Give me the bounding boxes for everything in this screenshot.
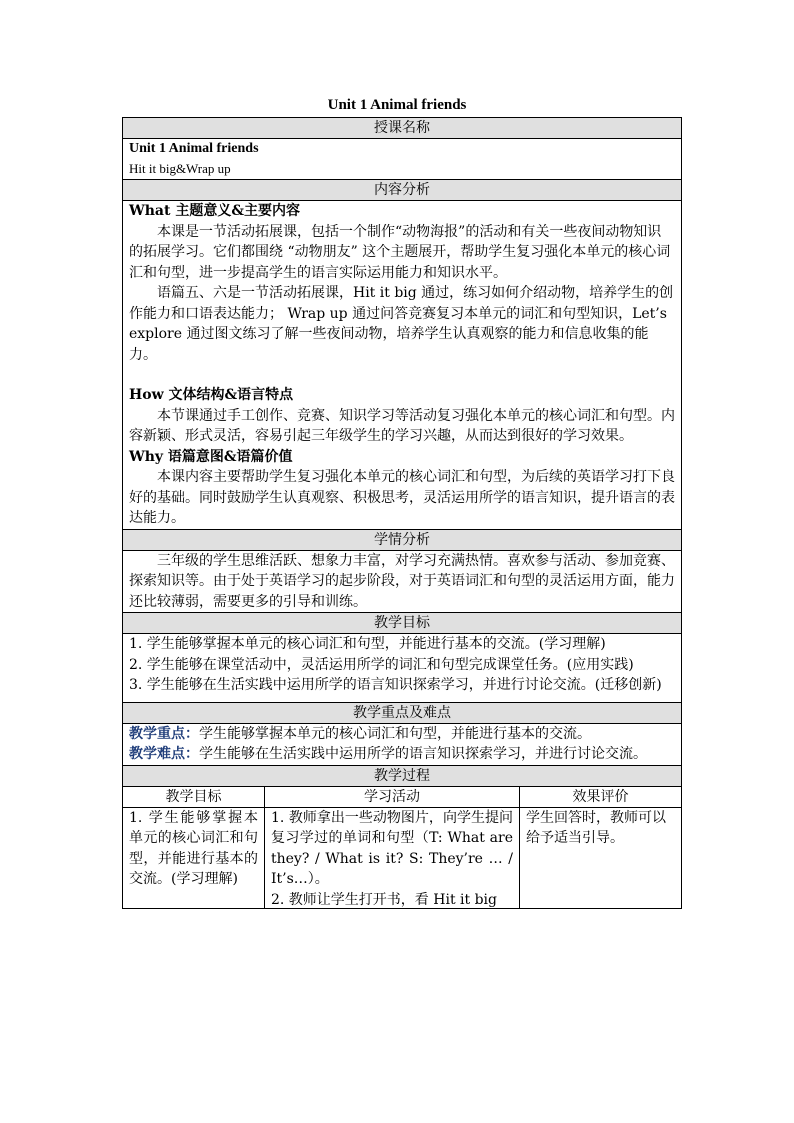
key-point-text: 学生能够掌握本单元的核心词汇和句型，并能进行基本的交流。	[199, 725, 591, 742]
difficult-point	[129, 744, 675, 765]
key-point-label: 教学重点：	[129, 725, 199, 742]
difficult-point-text: 学生能够在生活实践中运用所学的语言知识探索学习，并进行讨论交流。	[199, 746, 647, 762]
objective-item: 3. 学生能够在生活实践中运用所学的语言知识探索学习，并进行讨论交流。(迁移创新)	[129, 677, 662, 693]
how-heading: How 文体结构&语言特点	[129, 387, 294, 403]
section-header-learner: 学情分析	[123, 529, 682, 550]
column-header-goal: 教学目标	[123, 786, 265, 807]
why-paragraph: 本课内容主要帮助学生复习强化本单元的核心词汇和句型，为后续的英语学习打下良好的基础。同时鼓励学生认真观察、积极思考，灵活运用所学的语言知识，提升语言的表达能力。	[129, 469, 675, 526]
unit-name: Unit 1 Animal friends	[129, 141, 259, 156]
what-paragraph-1: 本课是一节活动拓展课，包括一个制作“动物海报”的活动和有关一些夜间动物知识的拓展学习。它们都围绕 “动物朋友” 这个主题展开，帮助学生复习强化本单元的核心词汇和句型，进一步提高学生的语言实际运用能力和知识水平。	[129, 223, 671, 281]
content-analysis-row	[123, 201, 682, 530]
course-name-row	[123, 139, 682, 180]
key-points-row	[123, 723, 682, 765]
section-header-key-points: 教学重点及难点	[123, 702, 682, 723]
section-header-content: 内容分析	[123, 180, 682, 201]
process-activity-1: 1. 教师拿出一些动物图片，向学生提问复习学过的单词和句型（T: What are they? / What is it? S: They’re … / It’s…）。	[271, 809, 513, 887]
how-paragraph: 本节课通过手工创作、竞赛、知识学习等活动复习强化本单元的核心词汇和句型。内容新颖、形式灵活，容易引起三年级学生的学习兴趣，从而达到很好的学习效果。	[129, 407, 675, 444]
process-row	[123, 807, 682, 908]
process-evaluation: 学生回答时，教师可以给予适当引导。	[526, 809, 666, 846]
document-title: Unit 1 Animal friends	[327, 97, 467, 113]
section-header-process: 教学过程	[123, 765, 682, 786]
section-header-course-name: 授课名称	[123, 118, 682, 139]
process-column-headers	[123, 786, 682, 807]
column-header-evaluation: 效果评价	[520, 786, 682, 807]
process-activity-2: 2. 教师让学生打开书，看 Hit it big	[271, 891, 497, 908]
lesson-name: Hit it big&Wrap up	[129, 161, 231, 176]
difficult-point-label: 教学难点：	[129, 746, 199, 762]
process-goal: 1. 学生能够掌握本单元的核心词汇和句型，并能进行基本的交流。(学习理解)	[129, 809, 258, 887]
column-header-activity: 学习活动	[265, 786, 520, 807]
objective-item: 2. 学生能够在课堂活动中，灵活运用所学的词汇和句型完成课堂任务。(应用实践)	[129, 656, 634, 673]
why-heading: Why 语篇意图&语篇价值	[129, 448, 293, 465]
what-heading: What 主题意义&主要内容	[129, 203, 300, 219]
key-point	[129, 724, 675, 745]
objectives-row	[123, 634, 682, 703]
section-header-objectives: 教学目标	[123, 613, 682, 634]
learner-analysis-row	[123, 550, 682, 613]
lesson-plan-table	[122, 117, 682, 909]
objective-item: 1. 学生能够掌握本单元的核心词汇和句型，并能进行基本的交流。(学习理解)	[129, 636, 606, 652]
learner-paragraph: 三年级的学生思维活跃、想象力丰富，对学习充满热情。喜欢参与活动、参加竞赛、探索知识等。由于处于英语学习的起步阶段，对于英语词汇和句型的灵活运用方面，能力还比较薄弱，需要更多的引导和训练。	[129, 552, 675, 610]
what-paragraph-2: 语篇五、六是一节活动拓展课，Hit it big 通过，练习如何介绍动物，培养学生的创作能力和口语表达能力； Wrap up 通过问答竞赛复习本单元的词汇和句型知识，Let’s explore 通过图文练习了解一些夜间动物，培养学生认真观察的能力和信息收集的能力。	[129, 285, 674, 363]
